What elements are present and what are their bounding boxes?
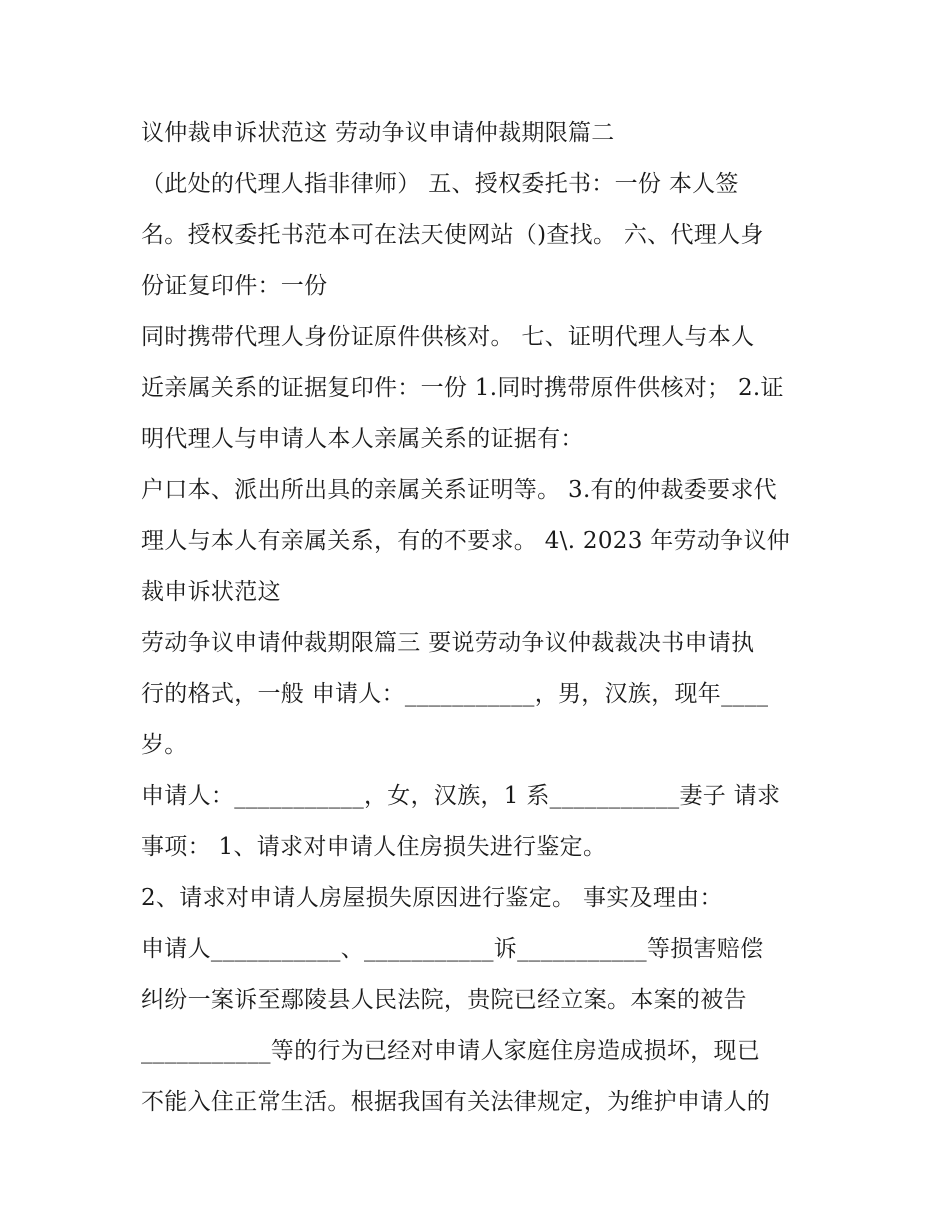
text-line: 事项： 1、请求对申请人住房损失进行鉴定。	[141, 834, 607, 860]
document-body	[141, 108, 821, 1128]
text-line: 不能入住正常生活。根据我国有关法律规定，为维护申请人的	[141, 1089, 771, 1115]
text-line: （此处的代理人指非律师） 五、授权委托书：一份 本人签	[141, 171, 739, 197]
text-line: 纠纷一案诉至鄢陵县人民法院，贵院已经立案。本案的被告	[141, 987, 747, 1013]
text-line: 岁。	[141, 732, 188, 758]
text-line: 近亲属关系的证据复印件：一份 1.同时携带原件供核对； 2.证	[141, 375, 784, 401]
text-line: 名。授权委托书范本可在法天使网站（)查找。 六、代理人身	[141, 222, 764, 248]
text-line: 议仲裁申诉状范这 劳动争议申请仲裁期限篇二	[141, 120, 615, 146]
text-line: 2、请求对申请人房屋损失原因进行鉴定。 事实及理由：	[141, 885, 723, 911]
text-line: 同时携带代理人身份证原件供核对。 七、证明代理人与本人	[141, 324, 755, 350]
text-line: 申请人___________、___________诉___________等损害赔偿	[141, 936, 764, 962]
text-line: 裁申诉状范这	[141, 579, 281, 605]
text-line: 户口本、派出所出具的亲属关系证明等。 3.有的仲裁委要求代	[141, 477, 777, 503]
text-line: 申请人：___________，女，汉族，1 系___________妻子 请求	[141, 783, 781, 809]
text-line: ___________等的行为已经对申请人家庭住房造成损坏，现已	[141, 1038, 761, 1064]
text-line: 行的格式，一般 申请人：___________，男，汉族，现年____	[141, 681, 769, 707]
text-line: 劳动争议申请仲裁期限篇三 要说劳动争议仲裁裁决书申请执	[141, 630, 755, 656]
text-line: 明代理人与申请人本人亲属关系的证据有：	[141, 426, 584, 452]
text-line: 理人与本人有亲属关系，有的不要求。 4\. 2023 年劳动争议仲	[141, 528, 791, 554]
text-line: 份证复印件：一份	[141, 273, 328, 299]
